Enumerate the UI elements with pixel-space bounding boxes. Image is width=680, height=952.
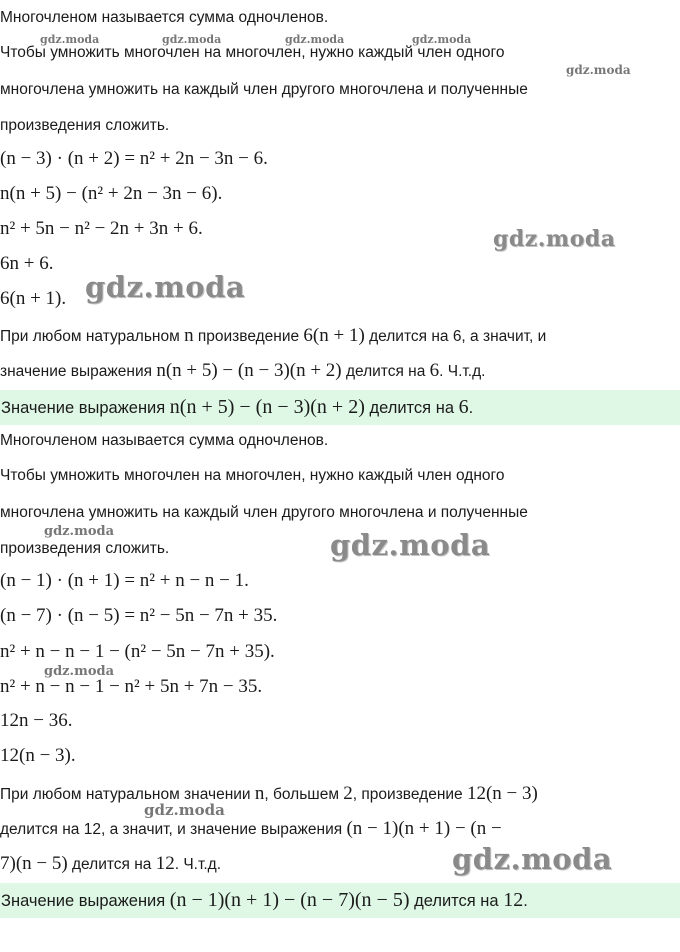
equation-line: (n − 3) · (n + 2) = n² + 2n − 3n − 6. [0, 148, 268, 169]
equation-line: 12n − 36. [0, 710, 73, 731]
text: , произведение [352, 786, 467, 803]
math: n(n + 5) − (n − 3)(n + 2) [169, 396, 365, 418]
text: Значение выражения [1, 892, 170, 910]
equation-line: (n − 1) · (n + 1) = n² + n − n − 1. [0, 570, 249, 591]
conclusion-line [0, 783, 538, 805]
text: произведение [193, 328, 304, 345]
math: 12(n − 3) [466, 783, 538, 804]
watermark: gdz.moda [452, 842, 613, 876]
watermark: gdz.moda [566, 63, 631, 77]
answer-text [0, 883, 680, 919]
math: n(n + 5) − (n − 3)(n + 2) [156, 360, 342, 381]
math: (n − 1)(n + 1) − (n − 7)(n − 5) [169, 889, 410, 911]
math: 12 [503, 889, 524, 911]
watermark: gdz.moda [330, 528, 491, 562]
definition-text: Многочленом называется сумма одночленов. [0, 432, 329, 449]
text: При любом натуральном [0, 328, 185, 345]
watermark: gdz.moda [285, 33, 345, 46]
conclusion-line [0, 325, 546, 347]
definition-text: Многочленом называется сумма одночленов. [0, 9, 329, 26]
text: значение выражения [0, 363, 157, 380]
rule-text-line: Чтобы умножить многочлен на многочлен, нужно каждый член одного [0, 44, 505, 61]
text: , большем [264, 786, 344, 803]
math: 7)(n − 5) [0, 853, 68, 874]
watermark: gdz.moda [44, 664, 115, 679]
math: (n − 1)(n + 1) − (n − [346, 818, 502, 839]
math: 6 [458, 396, 469, 418]
answer-highlight [0, 390, 680, 425]
watermark: gdz.moda [44, 524, 115, 539]
text: . Ч.т.д. [174, 856, 222, 873]
conclusion-line [0, 853, 221, 875]
text: . Ч.т.д. [439, 363, 486, 380]
rule-text-line: Чтобы умножить многочлен на многочлен, нужно каждый член одного [0, 467, 505, 484]
watermark: gdz.moda [493, 226, 616, 252]
equation-line: 6(n + 1). [0, 288, 67, 309]
watermark: gdz.moda [412, 33, 472, 46]
text: делится на [364, 399, 459, 417]
equation-line: 6n + 6. [0, 253, 54, 274]
answer-text [0, 390, 680, 426]
rule-text-line: произведения сложить. [0, 540, 170, 557]
rule-text-line: произведения сложить. [0, 117, 170, 134]
equation-line: n(n + 5) − (n² + 2n − 3n − 6). [0, 183, 223, 204]
text: делится на [67, 856, 156, 873]
text: делится на 6, а значит, и [364, 328, 547, 345]
equation-line: 12(n − 3). [0, 745, 76, 766]
watermark: gdz.moda [162, 33, 222, 46]
text: Значение выражения [1, 399, 170, 417]
text: делится на [409, 892, 504, 910]
equation-line: (n − 7) · (n − 5) = n² − 5n − 7n + 35. [0, 605, 278, 626]
equation-line: n² + n − n − 1 − (n² − 5n − 7n + 35). [0, 641, 275, 662]
equation-line: n² + 5n − n² − 2n + 3n + 6. [0, 218, 203, 239]
conclusion-line [0, 818, 502, 840]
text: делится на [341, 363, 430, 380]
math: 12 [155, 853, 175, 874]
text: делится на 12, а значит, и значение выражения [0, 821, 347, 838]
rule-text-line: многочлена умножить на каждый член другого многочлена и полученные [0, 81, 528, 98]
math: 2 [343, 783, 353, 804]
math: 6 [429, 360, 440, 381]
equation-line: n² + n − n − 1 − n² + 5n + 7n − 35. [0, 676, 263, 697]
rule-text-line: многочлена умножить на каждый член другого многочлена и полученные [0, 504, 528, 521]
watermark: gdz.moda [40, 33, 100, 46]
text: При любом натуральном значении [0, 786, 255, 803]
watermark: gdz.moda [85, 270, 246, 304]
math: 6(n + 1) [303, 325, 365, 346]
text: . [468, 399, 474, 417]
conclusion-line [0, 360, 485, 382]
math: n [254, 783, 265, 804]
watermark: gdz.moda [144, 801, 225, 819]
math: n [184, 325, 194, 346]
answer-highlight [0, 883, 680, 918]
text: . [523, 892, 528, 910]
